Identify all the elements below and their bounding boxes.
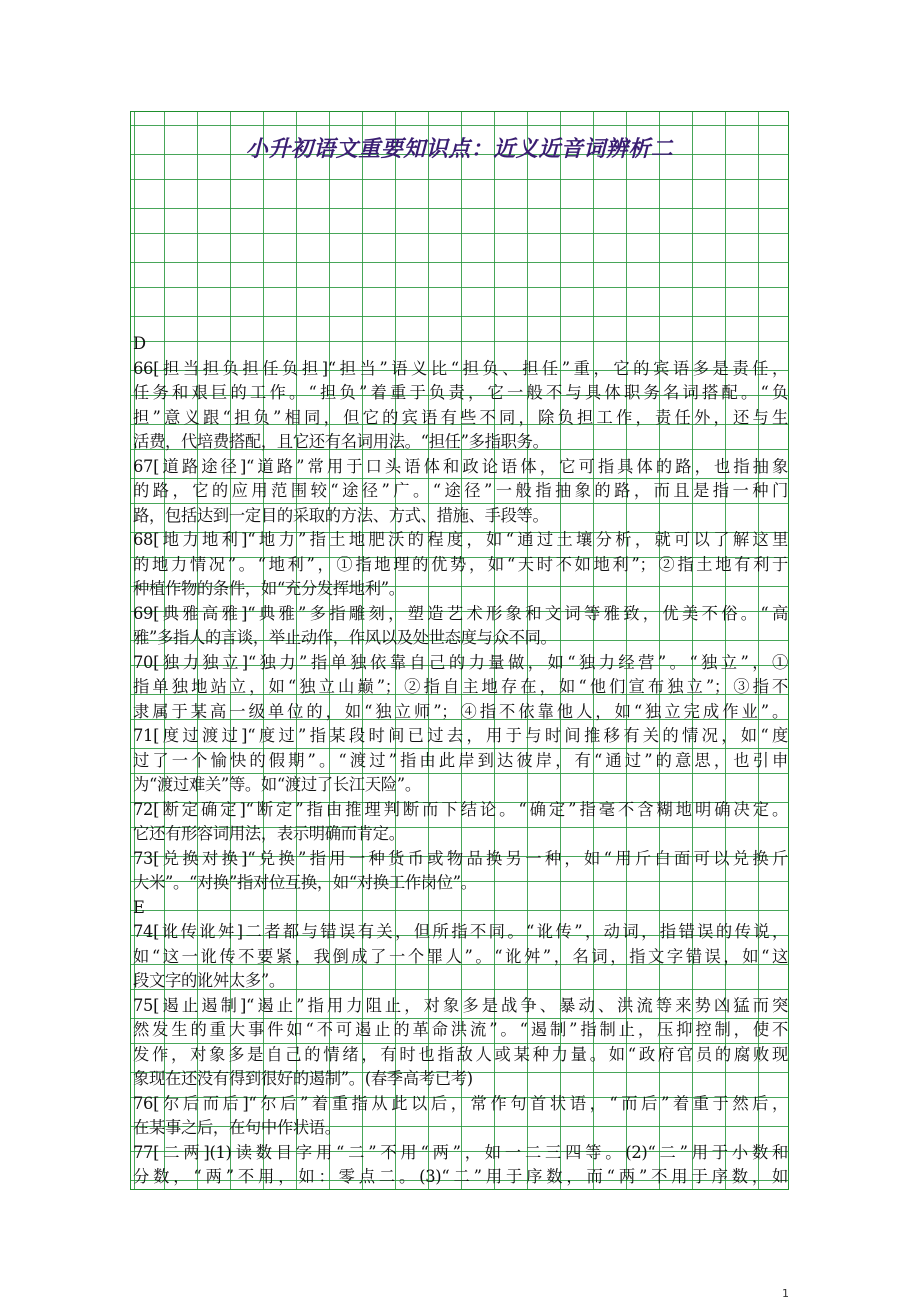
body-line: 分数，“两”不用，如：零点二。(3)“二”用于序数，而“两”不用于序数，如 (133, 1167, 788, 1186)
body-line: 路，包括达到一定目的采取的方法、方式、措施、手段等。 (133, 505, 549, 525)
body-line: 73[兑换对换]“兑换”指用一种货币或物品换另一种，如“用斤白面可以兑换斤 (133, 848, 788, 868)
body-line: 种植作物的条件，如“充分发挥地利”。 (133, 579, 405, 598)
body-line: 68[地力地利]“地力”指土地肥沃的程度，如“通过土壤分析，就可以了解这里 (133, 530, 788, 549)
body-line: 66[担当担负担任负担]“担当”语义比“担负、担任”重，它的宾语多是责任， (133, 358, 788, 378)
page-number: 1 (782, 1287, 789, 1300)
body-line: 77[二两](1)读数目字用“二”不用“两”，如一二三四等。(2)“二”用于小数和 (133, 1142, 788, 1162)
body-line: 74[讹传讹舛]二者都与错误有关，但所指不同。“讹传”，动词，指错误的传说， (133, 922, 788, 941)
body-line: 70[独力独立]“独力”指单独依靠自己的力量做，如“独力经营”。“独立”，① (133, 652, 788, 672)
body-line: 发作，对象多是自己的情绪，有时也指敌人或某种力量。如“政府官员的腐败现 (133, 1044, 788, 1064)
body-line: E (133, 897, 145, 917)
body-line: 75[遏止遏制]“遏止”指用力阻止，对象多是战争、暴动、洪流等来势凶猛而突 (133, 995, 788, 1015)
body-line: 67[道路途径]“道路”常用于口头语体和政论语体，它可指具体的路，也指抽象 (133, 456, 788, 476)
body-line: 69[典雅高雅]“典雅”多指雕刻，塑造艺术形象和文词等雅致，优美不俗。“高 (133, 603, 788, 623)
body-line: 段文字的讹舛太多”。 (133, 971, 285, 990)
body-line: 的地力情况”。“地利”，①指地理的优势，如“天时不如地利”；②指土地有利于 (133, 554, 788, 574)
body-line: 76[尔后而后]“尔后”着重指从此以后，常作句首状语，“而后”着重于然后， (133, 1093, 788, 1113)
body-line: 然发生的重大事件如“不可遏止的革命洪流”。“遏制”指制止，压抑控制，使不 (133, 1020, 788, 1039)
body-line: 过了一个愉快的假期”。“渡过”指由此岸到达彼岸，有“通过”的意思，也引申 (133, 750, 788, 770)
body-line: 指单独地站立，如“独立山巅”；②指自主地存在，如“他们宣布独立”；③指不 (133, 677, 788, 696)
document-title: 小升初语文重要知识点：近义近音词辨析二 (245, 137, 674, 162)
body-line: 72[断定确定]“断定”指由推理判断而下结论。“确定”指毫不含糊地明确决定。 (133, 799, 788, 819)
body-line: 在某事之后，在句中作状语。 (133, 1118, 341, 1137)
grid-paper-sheet (130, 111, 789, 1190)
body-line: 为“渡过难关”等。如“渡过了长江天险”。 (133, 775, 421, 794)
body-line: 任务和艰巨的工作。“担负”着重于负责，它一般不与具体职务名词搭配。“负 (133, 383, 788, 402)
body-line: 它还有形容词用法，表示明确而肯定。 (133, 824, 405, 843)
body-line: 活费，代培费搭配，且它还有名词用法。“担任”多指职务。 (133, 432, 549, 451)
body-line: 如“这一讹传不要紧，我倒成了一个罪人”。“讹舛”，名词，指文字错误，如“这 (133, 946, 788, 966)
body-line: D (133, 334, 146, 353)
body-line: 71[度过渡过]“度过”指某段时间已过去，用于与时间推移有关的情况，如“度 (133, 726, 788, 745)
body-line: 象现在还没有得到很好的遏制”。(春季高考已考) (133, 1069, 473, 1088)
body-line: 隶属于某高一级单位的，如“独立师”；④指不依靠他人，如“独立完成作业”。 (133, 701, 788, 721)
body-line: 担”意义跟“担负”相同，但它的宾语有些不同，除负担工作，责任外，还与生 (133, 407, 788, 427)
body-line: 的路，它的应用范围较“途径”广。“途径”一般指抽象的路，而且是指一种门 (133, 481, 788, 500)
body-line: 雅”多指人的言谈，举止动作，作风以及处世态度与众不同。 (133, 628, 557, 647)
document-body (133, 332, 788, 1190)
body-line: 大米”。“对换”指对位互换，如“对换工作岗位”。 (133, 873, 477, 892)
